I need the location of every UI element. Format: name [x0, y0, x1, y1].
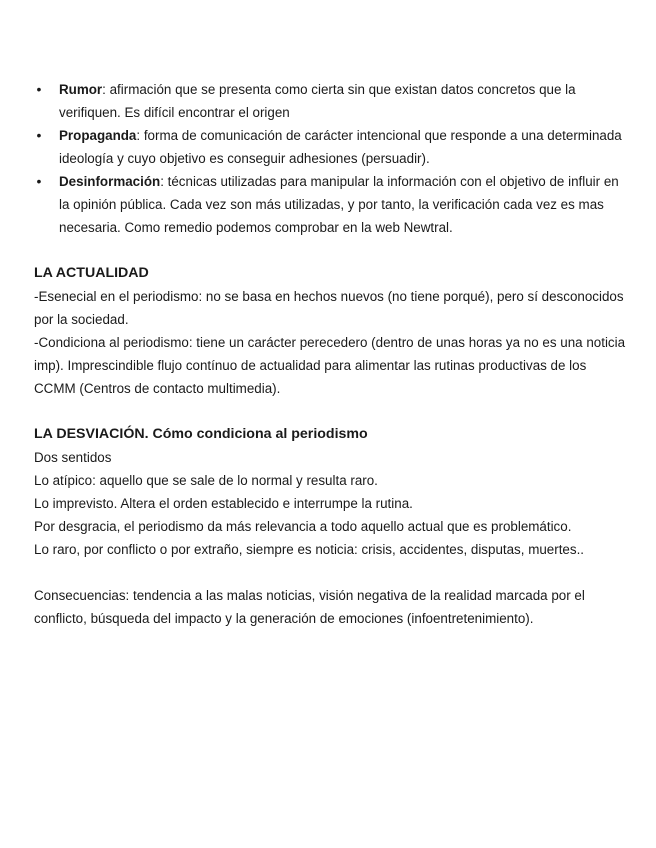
heading-actualidad: LA ACTUALIDAD: [34, 265, 149, 281]
list-item: [34, 124, 626, 170]
spacer: [34, 239, 626, 262]
list-item: [34, 170, 626, 239]
paragraph-consecuencias: Consecuencias: tendencia a las malas noticias, visión negativa de la realidad marcada por el conflicto, búsqueda del impacto y la generación de emociones (infoentretenimiento).: [34, 588, 585, 626]
line-atipico: Lo atípico: aquello que se sale de lo normal y resulta raro.: [34, 473, 378, 488]
bullet-icon: [34, 78, 44, 101]
bullet-icon: [34, 124, 44, 147]
term-desinformacion: Desinformación: [59, 174, 161, 189]
term-propaganda: Propaganda: [59, 128, 137, 143]
paragraph-condiciona: -Condiciona al periodismo: tiene un carácter perecedero (dentro de unas horas ya no es una noticia imp). Imprescindible flujo contínuo de actualidad para alimentar las rutinas productivas de los CCMM (Centros de contacto multimedia).: [34, 335, 626, 396]
list-item: [34, 78, 626, 124]
line-por-desgracia: Por desgracia, el periodismo da más relevancia a todo aquello actual que es problemático.: [34, 519, 572, 534]
definitions-list: [34, 78, 626, 239]
line-dos-sentidos: Dos sentidos: [34, 450, 112, 465]
line-lo-raro: Lo raro, por conflicto o por extraño, siempre es noticia: crisis, accidentes, disputas, muertes..: [34, 542, 585, 557]
term-rumor: Rumor: [59, 82, 103, 97]
document-page: [34, 78, 626, 630]
definition-rumor: : afirmación que se presenta como cierta sin que existan datos concretos que la verifiquen. Es difícil encontrar el origen: [59, 82, 576, 120]
heading-desviacion: LA DESVIACIÓN. Cómo condiciona al periodismo: [34, 426, 368, 442]
paragraph-esencial: -Esenecial en el periodismo: no se basa en hechos nuevos (no tiene porqué), pero sí desconocidos por la sociedad.: [34, 289, 624, 327]
line-imprevisto: Lo imprevisto. Altera el orden establecido e interrumpe la rutina.: [34, 496, 413, 511]
spacer: [34, 400, 626, 423]
definition-propaganda: : forma de comunicación de carácter intencional que responde a una determinada ideología y cuyo objetivo es conseguir adhesiones (persuadir).: [59, 128, 622, 166]
definition-desinformacion: : técnicas utilizadas para manipular la información con el objetivo de influir en la opinión pública. Cada vez son más utilizadas, y por tanto, la verificación cada vez es mas necesaria. Como remedio podemos comprobar en la web Newtral.: [59, 174, 619, 235]
bullet-icon: [34, 170, 44, 193]
spacer: [34, 561, 626, 584]
